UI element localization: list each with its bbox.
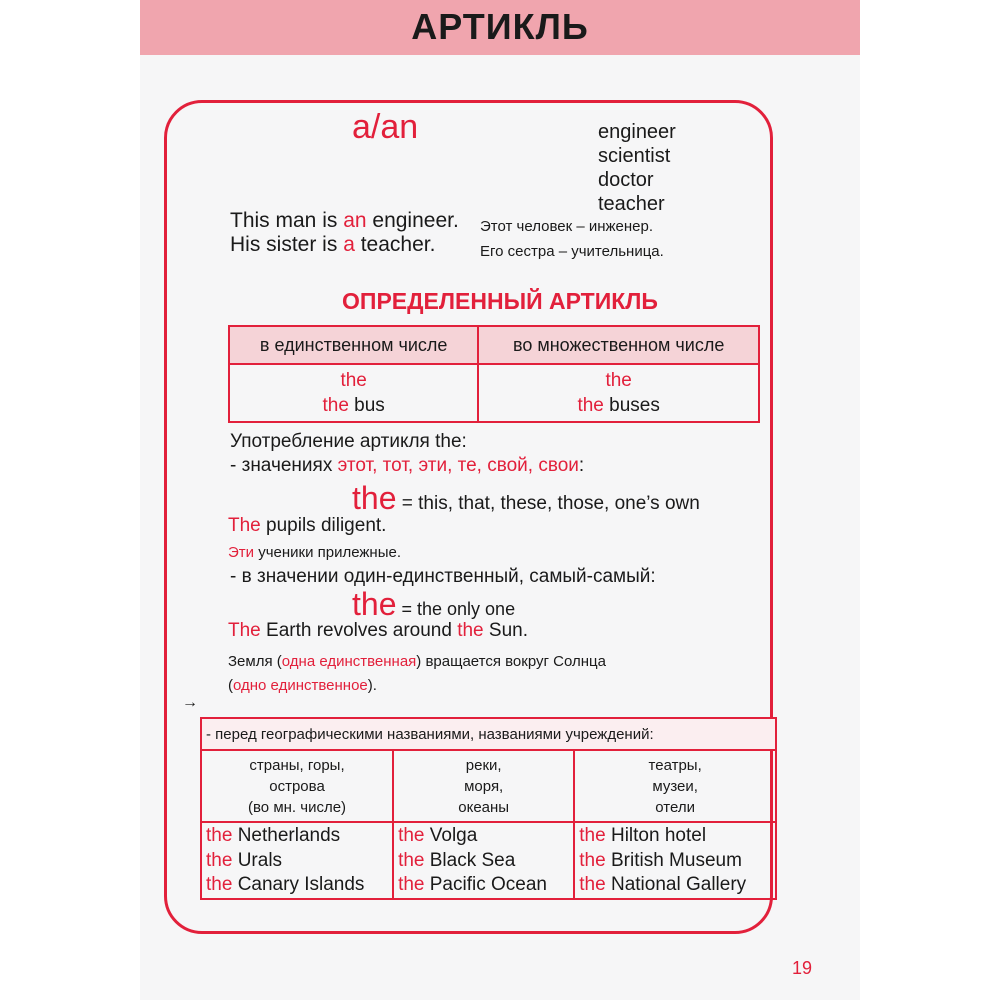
the-meaning-1: the = this, that, these, those, one’s own (352, 480, 700, 516)
book-page (140, 0, 860, 1000)
example-translation: Его сестра – учительница. (480, 243, 664, 260)
category-waters: реки, моря, океаны (393, 750, 574, 822)
example-sentence: This man is an engineer. (230, 209, 459, 232)
examples-countries: the Netherlands the Urals the Canary Islands (201, 822, 393, 899)
example-pupils: The pupils diligent. (228, 515, 387, 536)
plural-header: во множественном числе (478, 326, 759, 364)
the-meaning-2: the = the only one (352, 586, 516, 622)
usage-meaning-2: - в значении один-единственный, самый-самый: (230, 566, 656, 587)
indefinite-examples-en (230, 209, 459, 257)
example-earth-ru: Земля (одна единственная) вращается вокруг Солнца (одно единственное). (228, 653, 606, 694)
geo-table-header: - перед географическими названиями, названиями учреждений: (201, 718, 776, 750)
usage-meaning-1: - значениях этот, тот, эти, те, свой, свои: (230, 455, 585, 476)
plural-cell: the the buses (478, 364, 759, 422)
indefinite-examples-ru (480, 214, 664, 264)
usage-section (230, 430, 584, 478)
profession-item: engineer (598, 121, 676, 143)
page-number: 19 (791, 958, 812, 978)
profession-item: teacher (598, 193, 665, 215)
usage-title: Употребление артикля the: (230, 431, 467, 452)
definite-article-table (228, 325, 760, 423)
page-header (140, 0, 860, 55)
definite-article-heading: ОПРЕДЕЛЕННЫЙ АРТИКЛЬ (342, 288, 658, 314)
example-translation: Этот человек – инженер. (480, 218, 654, 235)
page-title: АРТИКЛЬ (411, 6, 589, 47)
arrow-icon: → (182, 694, 198, 711)
example-pupils-ru: Эти ученики прилежные. (228, 544, 402, 561)
article-word: an (343, 209, 367, 232)
example-sentence: His sister is a teacher. (230, 233, 436, 256)
geographic-names-table (200, 717, 777, 900)
profession-item: scientist (598, 145, 671, 167)
profession-item: doctor (598, 169, 654, 191)
examples-waters: the Volga the Black Sea the Pacific Ocean (393, 822, 574, 899)
singular-header: в единственном числе (229, 326, 478, 364)
category-countries: страны, горы, острова (во мн. числе) (201, 750, 393, 822)
singular-cell: the the bus (229, 364, 478, 422)
indefinite-article-heading: a/an (352, 108, 419, 146)
article-word: a (343, 233, 355, 256)
examples-institutions: the Hilton hotel the British Museum the National Gallery (574, 822, 776, 899)
profession-list (598, 120, 676, 216)
category-institutions: театры, музеи, отели (574, 750, 776, 822)
example-earth: The Earth revolves around the Sun. (228, 620, 528, 641)
